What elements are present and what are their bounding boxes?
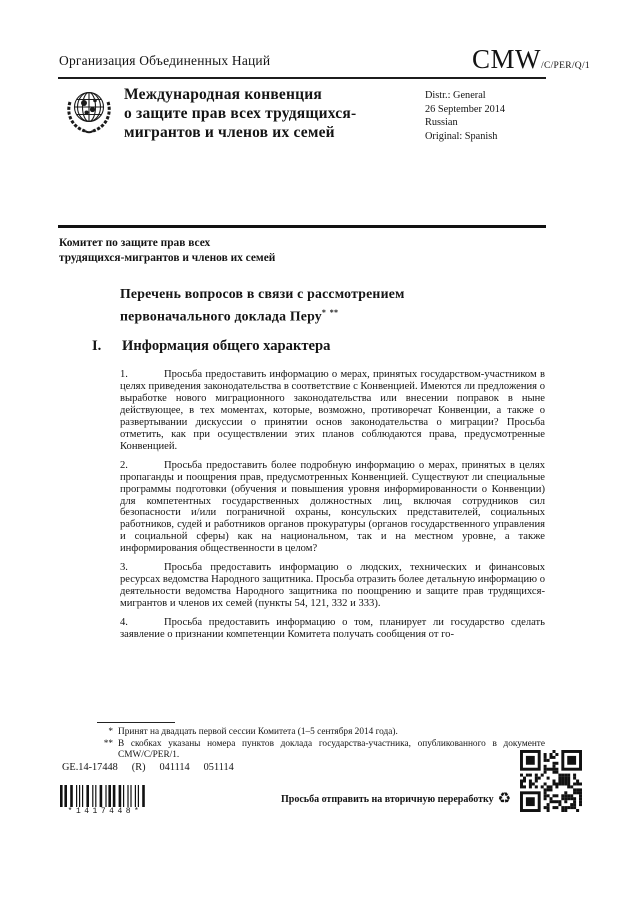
section-heading [92, 338, 545, 355]
committee-heading [59, 236, 275, 265]
ge-number: GE.14-17448 [62, 762, 118, 773]
document-symbol-sub: /C/PER/Q/1 [541, 61, 590, 71]
document-title-line2-text: первоначального доклада Перу [120, 308, 322, 324]
convention-title-line1: Международная конвенция [124, 86, 322, 103]
convention-title-line2: о защите прав всех трудящихся- [124, 105, 357, 122]
footnote-2-mark: ** [103, 738, 113, 749]
main-content [92, 338, 545, 648]
section-title: Информация общего характера [122, 338, 331, 354]
paragraph-4-number: 4. [120, 617, 128, 629]
paragraph-3-text: Просьба предоставить информацию о людских, технических и финансовых ресурсах ведомства Народного защитника. Просьба отразить более детальную информацию о деятельности ведомства Народного защитника по поощрению и защите прав трудящихся-мигрантов и членов их семей (пункты 54, 121, 332 и 333). [120, 562, 545, 610]
document-title [120, 285, 405, 326]
qr-code [520, 750, 582, 812]
ge-date-code-1: 041114 [159, 762, 190, 773]
paragraph-1 [120, 369, 545, 453]
footnote-1-text: Принят на двадцать первой сессии Комитета (1–5 сентября 2014 года). [118, 727, 398, 737]
barcode [60, 785, 150, 816]
recycle-note-text: Просьба отправить на вторичную переработку [281, 794, 494, 805]
paragraph-2-text: Просьба предоставить более подробную информацию о мерах, принятых в целях пропаганды и поощрения прав, предусмотренных Конвенцией. Существуют ли специальные программы подготовки (обучения и повышения уровня информированности о Конвенции) для компетентных государственных должностных лиц, включая сотрудников сил безопасности и/или пограничной охраны, консульских представителей, социальных работников, судей и работников органов прокуратуры (органов государственного управления и социальной сферы) как на национальном, так и на местном уровне, а также информирования общественности в целом? [120, 459, 545, 555]
paragraph-2 [120, 460, 545, 556]
masthead-rule [58, 225, 546, 228]
footnote-1 [97, 727, 545, 739]
document-title-line2 [120, 304, 405, 326]
date-line: 26 September 2014 [425, 103, 506, 115]
paragraph-4-text: Просьба предоставить информацию о том, планирует ли государство сделать заявление о признании компетенции Комитета получать сообщения от го- [120, 617, 545, 641]
ge-date-code-2: 051114 [203, 762, 234, 773]
footnote-mark-1: * [321, 307, 327, 317]
paragraph-2-number: 2. [120, 459, 128, 471]
footnotes [97, 727, 545, 762]
paragraph-1-number: 1. [120, 369, 128, 380]
document-title-line1: Перечень вопросов в связи с рассмотрением [120, 286, 405, 301]
footnote-2-text: В скобках указаны номера пунктов доклада государства-участника, опубликованного в документе CMW/C/PER/1. [118, 738, 545, 761]
ge-reference-line [62, 762, 248, 773]
ge-language-code: (R) [131, 762, 146, 773]
un-org-name: Организация Объединенных Наций [59, 53, 271, 68]
document-symbol [472, 44, 590, 75]
footnote-separator [97, 722, 175, 723]
original-language-line: Original: Spanish [425, 130, 498, 142]
convention-title-line3: мигрантов и членов их семей [124, 124, 335, 141]
document-symbol-main: CMW [472, 44, 541, 74]
paragraph-3 [120, 562, 545, 610]
paragraph-3-number: 3. [120, 562, 128, 574]
header-rule [58, 77, 546, 79]
footnote-2 [97, 739, 545, 762]
section-number: I. [92, 338, 102, 354]
paragraph-4 [120, 617, 545, 641]
convention-title [124, 85, 356, 142]
footnote-1-mark: * [108, 727, 113, 737]
committee-line1: Комитет по защите прав всех [59, 237, 211, 249]
distr-line: Distr.: General [425, 90, 486, 101]
barcode-caption: *1417448* [67, 807, 143, 816]
distribution-block [425, 89, 505, 143]
language-line: Russian [425, 117, 458, 128]
paragraph-1-text: Просьба предоставить информацию о мерах, принятых государством-участником в целях приведения законодательства в соответствие с Конвенцией. Имеются ли предложения о выработке нового миграционного законодательства или внесении поправок в ныне действующее, в тех моментах, которые, возможно, противоречат Конвенции, а также о развертывании дискуссии о принятии основ законодательства о миграции? Просьба отметить, как при осуществлении этих планов соблюдаются права, предусмотренные Конвенцией. [120, 369, 545, 452]
recycle-icon: ♻ [497, 791, 512, 807]
footnote-mark-2: ** [329, 307, 339, 317]
recycle-note [281, 792, 511, 807]
un-emblem-icon [61, 86, 117, 136]
committee-line2: трудящихся-мигрантов и членов их семей [59, 251, 276, 264]
